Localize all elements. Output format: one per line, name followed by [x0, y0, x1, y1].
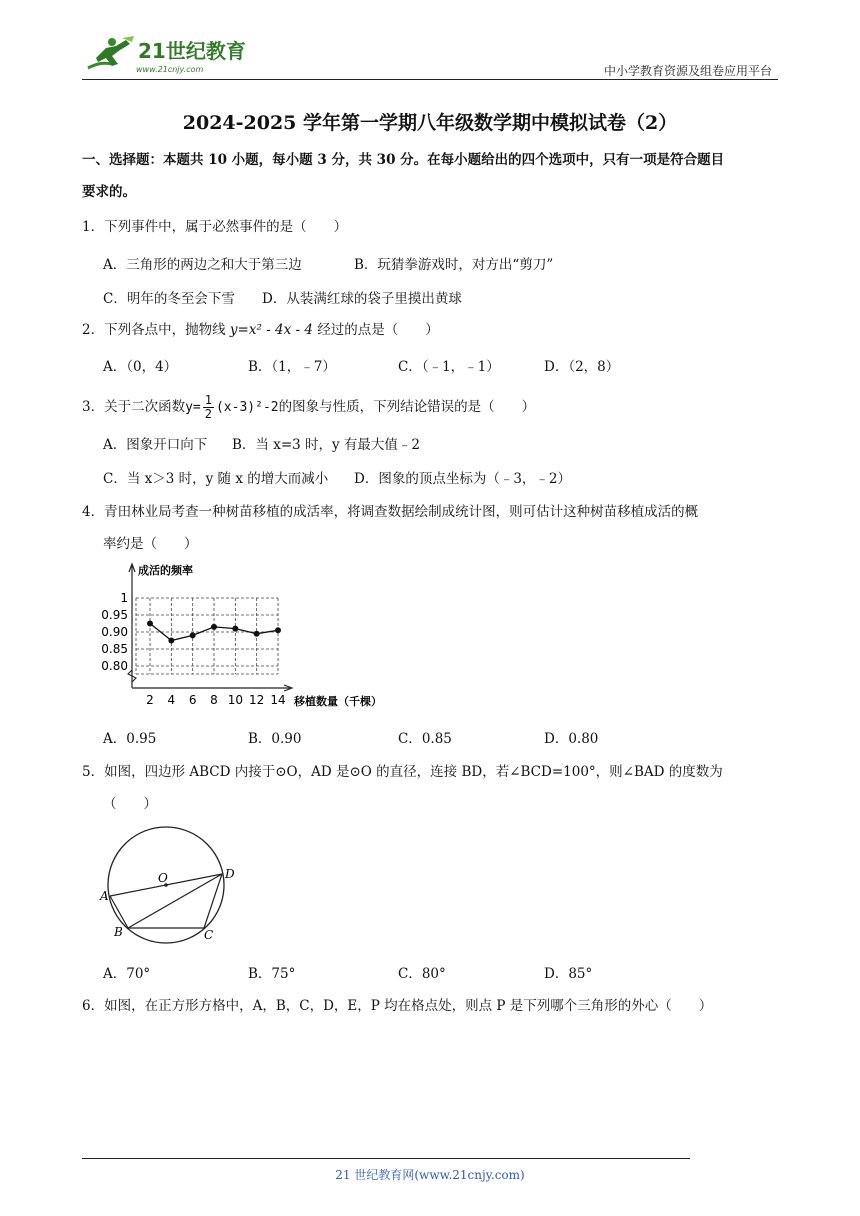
y-tick-label: 0.90	[101, 625, 128, 639]
data-point	[168, 638, 174, 644]
q3-formula-right: (x-3)²-2	[215, 399, 279, 415]
y-axis-label: 成活的频率	[138, 564, 193, 577]
q2-option-b: B．（1，﹣7）	[248, 359, 336, 375]
q5-stem-line2: （ ）	[103, 796, 157, 812]
q3-formula-left: y=	[185, 399, 201, 415]
q3-option-b: B．当 x=3 时，y 有最大值﹣2	[232, 437, 421, 453]
q2-formula: y=x² - 4x - 4	[229, 322, 313, 338]
segment-ab	[110, 896, 128, 928]
x-tick-label: 10	[227, 693, 243, 707]
y-tick-label: 0.80	[101, 659, 128, 673]
q3-option-d: D．图象的顶点坐标为（﹣3，﹣2）	[354, 471, 572, 487]
header-divider	[82, 79, 778, 80]
q2-option-d: D．（2，8）	[544, 359, 620, 375]
q3-stem	[82, 392, 535, 422]
q1-option-d: D．从装满红球的袋子里摸出黄球	[262, 291, 462, 307]
q3-option-a: A．图象开口向下	[103, 437, 208, 453]
x-tick-label: 4	[167, 693, 176, 707]
label-c: C	[204, 928, 214, 942]
data-point	[275, 627, 281, 633]
q4-stem-line2: 率约是（ ）	[103, 536, 198, 552]
q4-option-c: C．0.85	[398, 731, 452, 747]
header-platform-text: 中小学教育资源及组卷应用平台	[603, 64, 772, 78]
q4-option-a: A．0.95	[103, 731, 157, 747]
site-logo	[82, 34, 252, 78]
circle-quadrilateral-figure	[98, 822, 248, 952]
q5-option-c: C．80°	[398, 966, 446, 982]
x-tick-label: 6	[188, 693, 197, 707]
q3-stem-post: 的图象与性质，下列结论错误的是（ ）	[278, 399, 536, 415]
x-tick-label: 12	[249, 693, 265, 707]
section-heading-line2: 要求的。	[82, 184, 136, 200]
q5-option-d: D．85°	[544, 966, 593, 982]
q3-option-c: C．当 x＞3 时，y 随 x 的增大而减小	[103, 471, 329, 487]
q6-stem: 6．如图，在正方形方格中，A，B，C，D，E，P 均在格点处，则点 P 是下列哪个三角形的外心（ ）	[82, 998, 713, 1014]
segment-bd	[128, 874, 222, 928]
data-point	[232, 626, 238, 632]
q4-option-d: D．0.80	[544, 731, 599, 747]
q3-fraction-num: 1	[204, 393, 212, 407]
data-point	[147, 621, 153, 627]
x-axis-label: 移植数量（千棵）	[294, 695, 382, 708]
x-tick-label: 14	[270, 693, 286, 707]
q1-option-b: B．玩猜拳游戏时，对方出“剪刀”	[354, 257, 554, 273]
logo-url: www.21cnjy.com	[136, 65, 204, 74]
y-tick-label: 0.85	[101, 642, 128, 656]
data-point	[211, 624, 217, 630]
logo-title: 21世纪教育	[138, 39, 246, 63]
q2-option-a: A．（0，4）	[103, 359, 178, 375]
q5-option-b: B．75°	[248, 966, 296, 982]
q3-fraction-den: 2	[204, 407, 212, 421]
x-tick-label: 2	[146, 693, 154, 707]
y-tick-label: 1	[120, 591, 128, 605]
page-title: 2024-2025 学年第一学期八年级数学期中模拟试卷（2）	[182, 112, 678, 134]
y-tick-label: 0.95	[101, 608, 128, 622]
label-o: O	[158, 871, 168, 885]
runner-logo-icon	[82, 34, 252, 78]
survival-rate-chart	[98, 558, 398, 718]
q3-formula	[185, 393, 279, 423]
q4-option-b: B．0.90	[248, 731, 302, 747]
label-a: A	[100, 889, 109, 903]
label-b: B	[114, 925, 123, 939]
q3-stem-pre: 3．关于二次函数	[82, 399, 186, 415]
q1-option-a: A．三角形的两边之和大于第三边	[103, 257, 302, 273]
q2-stem-post: 经过的点是（ ）	[312, 322, 439, 338]
q2-stem-pre: 2．下列各点中，抛物线	[82, 322, 230, 338]
q3-fraction	[203, 394, 214, 421]
data-point	[190, 632, 196, 638]
q5-option-a: A．70°	[103, 966, 151, 982]
q5-stem-line1: 5．如图，四边形 ABCD 内接于⊙O，AD 是⊙O 的直径，连接 BD，若∠BCD=100°，则∠BAD 的度数为	[82, 764, 723, 780]
q2-stem	[82, 320, 439, 340]
x-tick-label: 8	[210, 693, 218, 707]
data-point	[254, 631, 260, 637]
q1-option-c: C．明年的冬至会下雪	[103, 291, 235, 307]
footer-text: 21 世纪教育网(www.21cnjy.com)	[335, 1168, 525, 1182]
section-heading-line1: 一、选择题：本题共 10 小题，每小题 3 分，共 30 分。在每小题给出的四个选项中，只有一项是符合题目	[82, 152, 725, 168]
q1-stem: 1．下列事件中，属于必然事件的是（ ）	[82, 219, 348, 235]
q4-stem-line1: 4．青田林业局考查一种树苗移植的成活率，将调查数据绘制成统计图，则可估计这种树苗移植成活的概	[82, 504, 699, 520]
q2-option-c: C．（﹣1，﹣1）	[398, 359, 500, 375]
label-d: D	[225, 867, 235, 881]
footer-divider	[82, 1158, 690, 1159]
